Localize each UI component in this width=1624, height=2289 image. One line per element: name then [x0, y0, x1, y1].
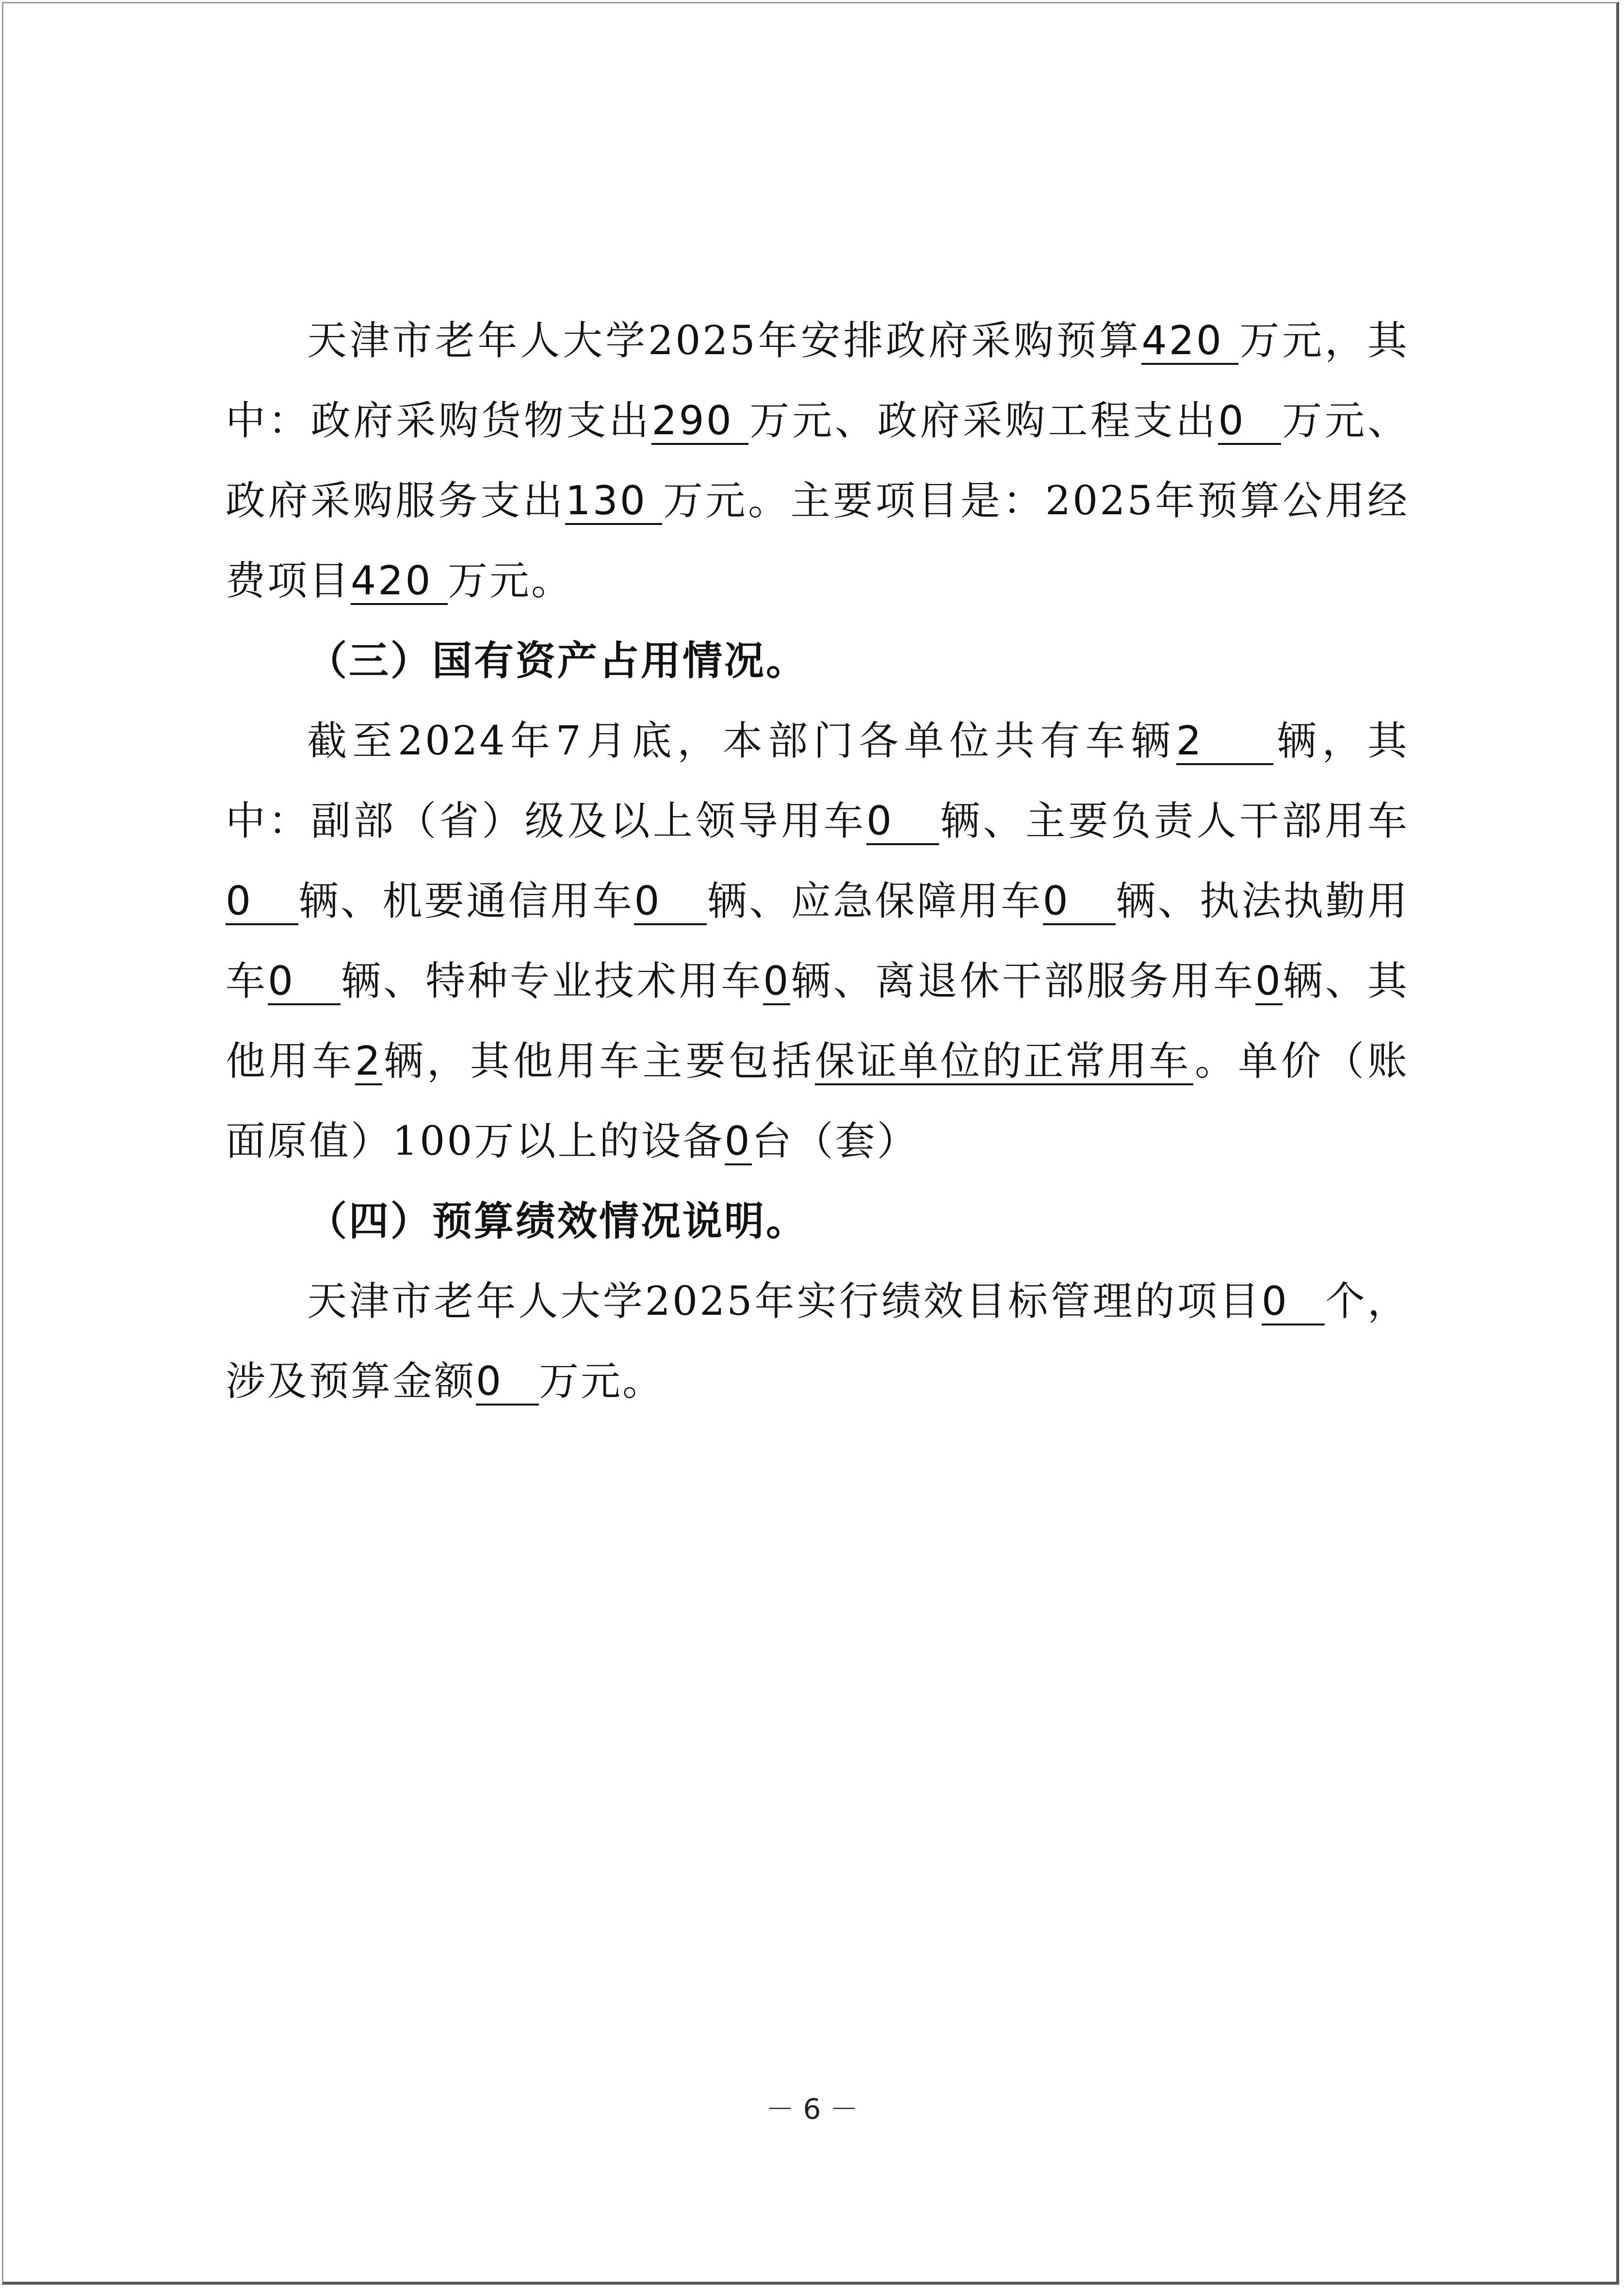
text-segment: 辆、机要通信用车 — [298, 878, 634, 924]
text-segment: 辆，其中：副部（省）级及以上领导用车 — [226, 718, 1409, 844]
procurement-total-value: 420 — [1141, 319, 1238, 365]
vehicles-retired-value: 0 — [1255, 958, 1283, 1004]
vehicles-other-description: 保证单位的正常用车 — [815, 1040, 1193, 1085]
procurement-goods-value: 290 — [651, 399, 748, 445]
text-segment: 天津市老年人大学2025年安排政府采购预算 — [307, 318, 1142, 364]
section-heading-performance: （四）预算绩效情况说明。 — [307, 1198, 808, 1244]
vehicles-other-value: 2 — [355, 1038, 382, 1084]
procurement-project-value: 420 — [351, 559, 448, 605]
page-number: － 6 － — [766, 2093, 858, 2126]
equipment-count-value: 0 — [724, 1118, 752, 1164]
text-segment: 辆、其他用车 — [226, 958, 1409, 1084]
vehicles-leader-value: 0 — [866, 800, 939, 845]
text-segment: 辆、执法执勤用车 — [226, 878, 1409, 1004]
procurement-works-value: 0 — [1218, 399, 1281, 445]
text-segment: 万元。 — [539, 1358, 665, 1405]
text-segment: 万元、政府采购服务支出 — [226, 398, 1409, 524]
vehicles-special-value: 0 — [763, 958, 791, 1004]
text-segment: 万元、政府采购工程支出 — [748, 398, 1218, 444]
text-segment: 个，涉及预算金额 — [226, 1278, 1409, 1405]
text-segment: 辆、应急保障用车 — [707, 878, 1043, 924]
text-segment: 辆，其他用车主要包括 — [382, 1038, 815, 1084]
performance-amount-value: 0 — [476, 1360, 539, 1406]
vehicles-emergency-value: 0 — [1043, 880, 1116, 925]
text-segment: 万元，其中：政府采购货物支出 — [226, 318, 1409, 444]
section-heading-assets: （三）国有资产占用情况。 — [307, 638, 808, 684]
text-segment: 辆、特种专业技术用车 — [341, 958, 763, 1004]
vehicles-law-value: 0 — [268, 960, 341, 1005]
text-segment: 辆、离退休干部服务用车 — [790, 958, 1255, 1004]
text-segment: 台（套） — [751, 1118, 919, 1164]
text-segment: 万元。主要项目是：2025年预算公用经费项目 — [226, 478, 1409, 604]
procurement-paragraph — [226, 301, 1409, 621]
text-segment: 截至2024年7月底，本部门各单位共有车辆 — [307, 718, 1176, 764]
text-segment: 天津市老年人大学2025年实行绩效目标管理的项目 — [307, 1278, 1262, 1324]
text-segment: 万元。 — [448, 558, 573, 604]
procurement-services-value: 130 — [565, 479, 662, 525]
performance-projects-value: 0 — [1262, 1280, 1325, 1325]
document-body — [226, 301, 1409, 1422]
vehicles-paragraph — [226, 701, 1409, 1181]
performance-paragraph — [226, 1261, 1409, 1422]
text-segment: 辆、主要负责人干部用车 — [939, 798, 1409, 844]
vehicles-total-value: 2 — [1176, 719, 1273, 765]
text-segment: 。单价（账面原值）100万以上的设备 — [226, 1038, 1409, 1164]
vehicles-comm-value: 0 — [634, 880, 707, 925]
vehicles-chief-value: 0 — [226, 880, 298, 925]
